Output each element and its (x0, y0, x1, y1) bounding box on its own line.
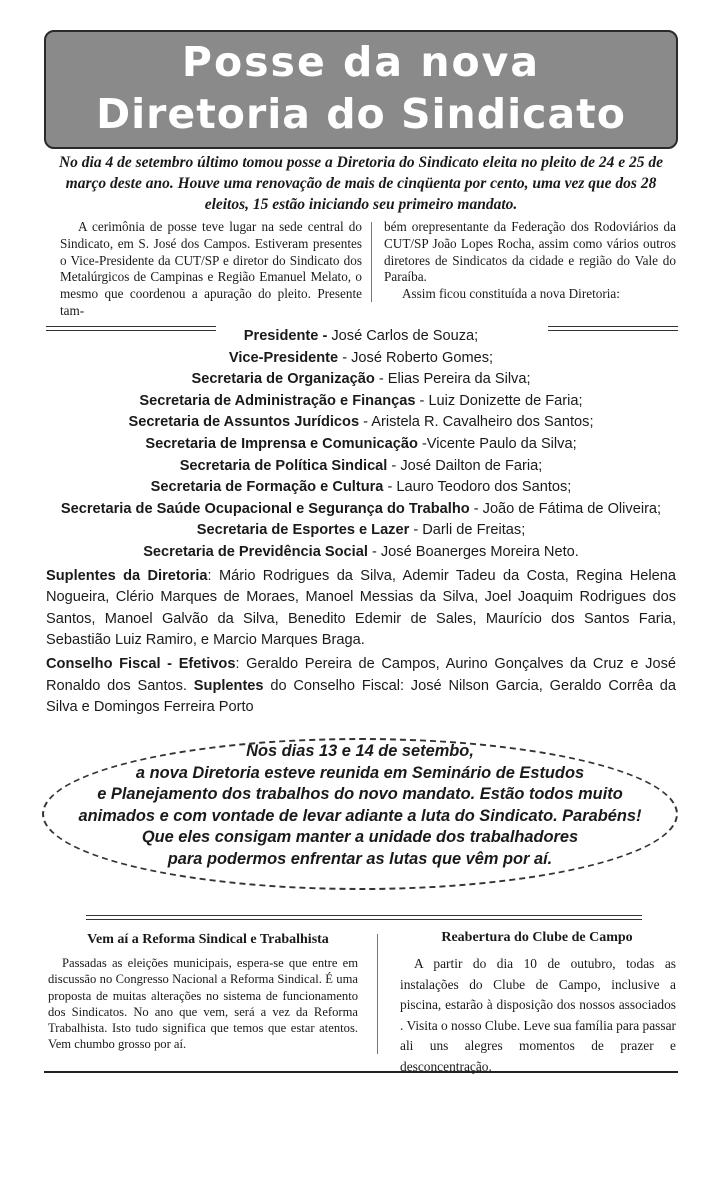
roster-name: - Luiz Donizette de Faria; (415, 392, 583, 409)
announcement-line: e Planejamento dos trabalhos do novo mandato. Estão todos muito (97, 785, 623, 804)
conselho-dash: - (160, 655, 179, 672)
roster-name: - José Roberto Gomes; (338, 349, 494, 366)
roster-name: -Vicente Paulo da Silva; (417, 435, 577, 452)
suplentes-names: : Mário Rodrigues da Silva, Ademir Tadeu da Costa, Regina Helena Nogueira, Clério Marques de Moraes, Manoel Messias da Silva, Joel Joaquim Rodrigues dos Santos, Manoel Galvão da Silva, Benedito Edemir de Sales, Maurício dos Santos Faria, Sebastião Luiz Ramiro, e Marcio Marques Braga. (46, 567, 676, 649)
roster-role: Secretaria de Imprensa e Comunicação (145, 435, 418, 452)
roster-entry (46, 520, 676, 542)
intro-left-text: A cerimônia de posse teve lugar na sede central do Sindicato, em S. José dos Campos. Estiveram presentes o Vice-Presidente da CUT/SP e diretor do Sindicato dos Metalúrgicos de Campinas e Região Emanuel Melato, o mesmo que coordenou a apuração do pleito. Presente tam- (60, 219, 362, 318)
intro-column-divider (371, 222, 372, 302)
roster-role: Secretaria de Saúde Ocupacional e Segurança do Trabalho (60, 500, 470, 517)
roster-role: Secretaria de Política Sindical (179, 457, 388, 474)
roster-name: - Darli de Freitas; (409, 522, 526, 539)
clube-title: Reabertura do Clube de Campo (441, 930, 633, 945)
roster-entry (46, 326, 676, 348)
roster-name: - José Dailton de Faria; (387, 457, 543, 474)
conselho-suplentes-label: Suplentes (193, 677, 264, 694)
lead-paragraph: No dia 4 de setembro último tomou posse a Diretoria do Sindicato eleita no pleito de 24 e 25 de março deste ano. Houve uma renovação de mais de cinqüenta por cento, uma vez que dos 28 eleitos, 15 estão iniciando seu primeiro mandato. (58, 154, 664, 213)
announcement-line: Que eles consigam manter a unidade dos trabalhadores (141, 828, 579, 847)
roster-name: - José Boanerges Moreira Neto. (367, 543, 579, 560)
roster-name: José Carlos de Souza; (327, 328, 479, 344)
reforma-text: Passadas as eleições municipais, espera-se que entre em discussão no Congresso Nacional a Reforma Sindical. É uma proposta de muitas alterações no sistema de funcionamento dos Sindicatos. No ano que vem, será a vez da Reforma Trabalhista. Isto tudo significa que temos que estar atentos. Vem chumbo grosso por aí. (48, 956, 358, 1052)
roster-name: - Lauro Teodoro dos Santos; (383, 479, 572, 496)
roster-role: Secretaria de Assuntos Jurídicos (128, 414, 360, 431)
reforma-title: Vem aí a Reforma Sindical e Trabalhista (87, 932, 329, 947)
conselho-suplentes-names: do Conselho Fiscal: José Nilson Garcia, Geraldo Corrêa da Silva e Domingos Ferreira Porto (46, 677, 676, 716)
roster-entry (46, 369, 676, 391)
roster-role: Secretaria de Formação e Cultura (150, 479, 384, 496)
clube-text: A partir do dia 10 de outubro, todas as instalações do Clube de Campo, inclusive a piscina, estarão à disposição dos nossos associados . Visita o nosso Clube. Leve sua família para passar ali uns alegres momentos de prazer e desconcentração. (400, 956, 676, 1074)
announcement-line: Nos dias 13 e 14 de setembo, (246, 742, 474, 760)
bottom-rule (44, 1071, 678, 1073)
announcement-line: a nova Diretoria esteve reunida em Seminário de Estudos (135, 763, 585, 782)
announcement-line: animados e com vontade de levar adiante a luta do Sindicato. Parabéns! (78, 806, 642, 825)
headline-line-2: Diretoria do Sindicato (96, 90, 626, 138)
conselho-label: Conselho Fiscal (46, 655, 161, 672)
announcement-text (42, 741, 678, 871)
suplentes-label: Suplentes da Diretoria (46, 567, 208, 584)
announcement-line: para podermos enfrentar as lutas que vêm por aí. (167, 849, 553, 868)
intro-left-column (60, 219, 362, 320)
roster-role: Vice-Presidente (228, 349, 339, 366)
bottom-column-divider (377, 934, 378, 1054)
reforma-article (48, 955, 358, 1053)
roster-entry (46, 477, 676, 499)
roster-entry (46, 391, 676, 413)
roster-entry (46, 434, 676, 456)
roster-entry (46, 412, 676, 434)
directory-roster (46, 326, 676, 719)
section-divider (86, 915, 642, 920)
roster-role: Secretaria de Administração e Finanças (139, 392, 416, 409)
roster-entry (46, 348, 676, 370)
roster-entry (46, 542, 676, 564)
conselho-efetivos-names: : Geraldo Pereira de Campos, Aurino Gonçalves da Cruz e José Ronaldo dos Santos. (46, 655, 676, 694)
roster-role: Presidente - (243, 328, 328, 344)
intro-right-column (384, 219, 676, 303)
clube-article (400, 954, 676, 1078)
headline-line-1: Posse da nova (181, 38, 541, 86)
roster-name: - Aristela R. Cavalheiro dos Santos; (359, 414, 594, 431)
roster-role: Secretaria de Organização (191, 371, 375, 388)
intro-right-text: bém orepresentante da Federação dos Rodoviários da CUT/SP João Lopes Rocha, assim como vários outros diretores de Sindicatos da cidade e região do Vale do Paraíba. (384, 219, 676, 285)
roster-role: Secretaria de Esportes e Lazer (196, 522, 410, 539)
suplentes-paragraph (46, 566, 676, 652)
roster-name: - Elias Pereira da Silva; (374, 371, 531, 388)
roster-entry (46, 499, 676, 521)
conselho-paragraph (46, 654, 676, 719)
roster-role: Secretaria de Previdência Social (143, 543, 368, 560)
intro-right-closing: Assim ficou constituída a nova Diretoria: (402, 286, 620, 302)
conselho-efetivos-label: Efetivos (178, 655, 236, 672)
headline-banner (44, 30, 678, 149)
roster-entry (46, 456, 676, 478)
roster-name: - João de Fátima de Oliveira; (469, 500, 662, 517)
